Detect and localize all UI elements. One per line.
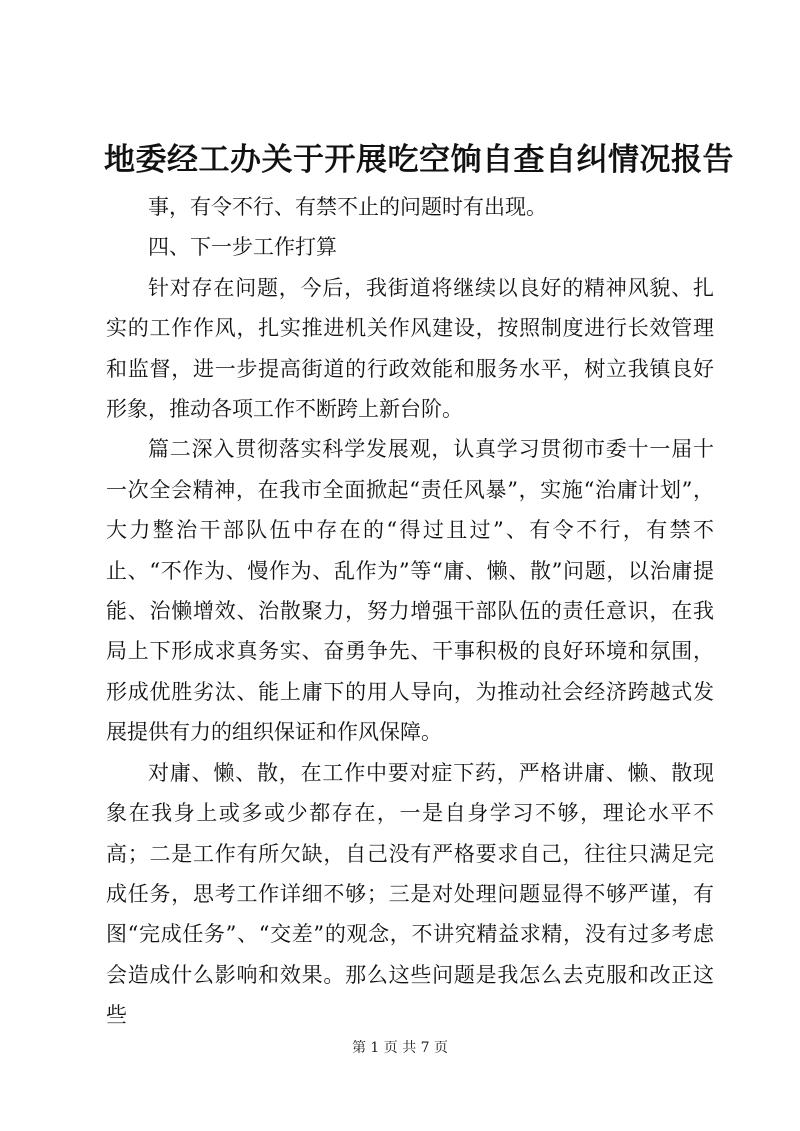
paragraph-plan: 针对存在问题，今后，我街道将继续以良好的精神风貌、扎实的工作作风，扎实推进机关作风建设，按照制度进行长效管理和监督，进一步提高街道的行政效能和服务水平，树立我镇良好形象，推动各项工作不断跨上新台阶。	[106, 275, 714, 422]
page-number-footer: 第 1 页 共 7 页	[351, 1040, 449, 1056]
paragraph-article-two: 篇二深入贯彻落实科学发展观，认真学习贯彻市委十一届十一次全会精神，在我市全面掀起“责任风暴”，实施“治庸计划”，大力整治干部队伍中存在的“得过且过”、有令不行，有禁不止、“不作为、慢作为、乱作为”等“庸、懒、散”问题，以治庸提能、治懒增效、治散聚力，努力增强干部队伍的责任意识，在我局上下形成求真务实、奋勇争先、干事积极的良好环境和氛围，形成优胜劣汰、能上庸下的用人导向，为推动社会经济跨越式发展提供有力的组织保证和作风保障。	[106, 437, 714, 745]
section-heading-next-steps: 四、下一步工作打算	[148, 235, 337, 260]
document-title: 地委经工办关于开展吃空饷自查自纠情况报告	[104, 142, 734, 178]
document-body	[106, 187, 714, 1036]
paragraph-continuation: 事，有令不行、有禁不止的问题时有出现。	[148, 195, 547, 219]
paragraph-self-review: 对庸、懒、散，在工作中要对症下药，严格讲庸、懒、散现象在我身上或多或少都存在，一是自身学习不够，理论水平不高；二是工作有所欠缺，自己没有严格要求自己，往往只满足完成任务，思考工作详细不够；三是对处理问题显得不够严谨，有图“完成任务”、“交差”的观念，不讲究精益求精，没有过多考虑会造成什么影响和效果。那么这些问题是我怎么去克服和改正这些	[106, 760, 714, 1028]
